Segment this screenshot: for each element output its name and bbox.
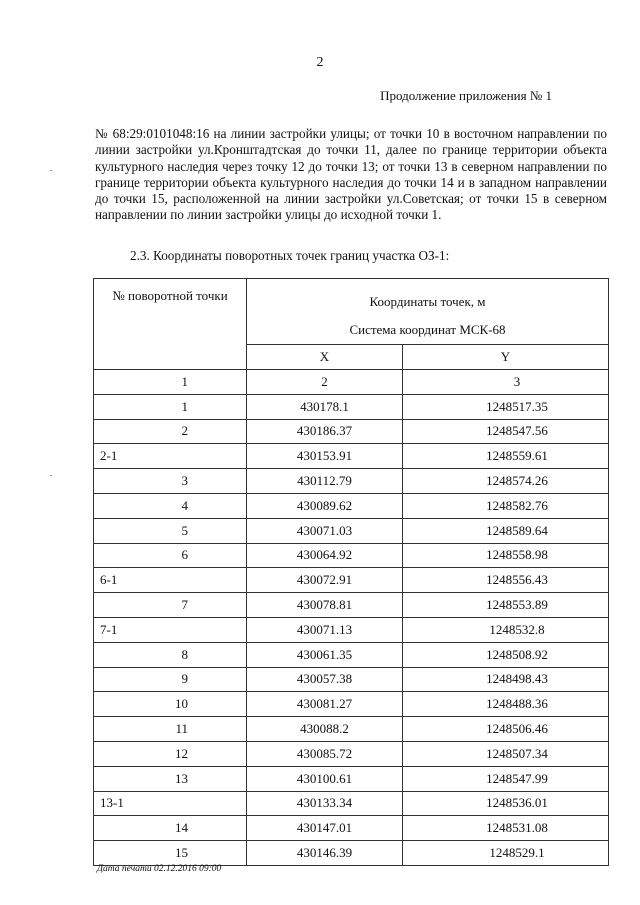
column-number-row bbox=[94, 370, 609, 395]
cell-y: 1248531.08 bbox=[403, 816, 609, 841]
print-date-footer: Дата печати 02.12.2016 09:00 bbox=[97, 864, 222, 874]
table-row bbox=[94, 816, 609, 841]
cell-point: 14 bbox=[94, 816, 247, 841]
header-y: Y bbox=[403, 345, 609, 370]
cell-point: 2-1 bbox=[94, 444, 247, 469]
table-row bbox=[94, 717, 609, 742]
cell-x: 430085.72 bbox=[247, 741, 403, 766]
header-coords bbox=[247, 279, 609, 345]
table-row bbox=[94, 766, 609, 791]
table-row bbox=[94, 394, 609, 419]
column-number: 3 bbox=[403, 370, 609, 395]
cell-point: 6-1 bbox=[94, 568, 247, 593]
cell-y: 1248488.36 bbox=[403, 692, 609, 717]
table-row bbox=[94, 617, 609, 642]
cell-point: 8 bbox=[94, 642, 247, 667]
cell-y: 1248508.92 bbox=[403, 642, 609, 667]
cell-point: 2 bbox=[94, 419, 247, 444]
cell-x: 430061.35 bbox=[247, 642, 403, 667]
cell-point: 9 bbox=[94, 667, 247, 692]
body-paragraph-text: № 68:29:0101048:16 на линии застройки улицы; от точки 10 в восточном направлении по линии застройки ул.Кронштадтская до точки 11, далее по границе территории объекта культурного наследия через точку 12 до точки 13; от точки 13 в северном направлении по границе территории объекта культурного наследия до точки 14 и в западном направлении до точки 15, расположенной на линии застройки ул.Советская; от точки 15 в северном направлении по линии застройки улицы до исходной точки 1. bbox=[95, 126, 607, 223]
cell-x: 430112.79 bbox=[247, 469, 403, 494]
table-row bbox=[94, 543, 609, 568]
table-row bbox=[94, 791, 609, 816]
cell-x: 430088.2 bbox=[247, 717, 403, 742]
table-row bbox=[94, 667, 609, 692]
header-x: X bbox=[247, 345, 403, 370]
cell-x: 430072.91 bbox=[247, 568, 403, 593]
header-point: № поворотной точки bbox=[94, 279, 247, 370]
cell-point: 13 bbox=[94, 766, 247, 791]
cell-point: 6 bbox=[94, 543, 247, 568]
cell-x: 430064.92 bbox=[247, 543, 403, 568]
cell-y: 1248532.8 bbox=[403, 617, 609, 642]
cell-y: 1248517.35 bbox=[403, 394, 609, 419]
cell-x: 430178.1 bbox=[247, 394, 403, 419]
cell-x: 430146.39 bbox=[247, 841, 403, 866]
cell-point: 3 bbox=[94, 469, 247, 494]
table-row bbox=[94, 741, 609, 766]
cell-y: 1248559.61 bbox=[403, 444, 609, 469]
table-row bbox=[94, 469, 609, 494]
scan-speck bbox=[50, 475, 52, 476]
cell-x: 430081.27 bbox=[247, 692, 403, 717]
cell-point: 11 bbox=[94, 717, 247, 742]
table-row bbox=[94, 841, 609, 866]
cell-point: 15 bbox=[94, 841, 247, 866]
page-number: 2 bbox=[316, 55, 324, 70]
scan-speck bbox=[50, 170, 52, 171]
table-row bbox=[94, 419, 609, 444]
header-coords-title: Координаты точек, м bbox=[369, 294, 486, 309]
cell-y: 1248506.46 bbox=[403, 717, 609, 742]
cell-y: 1248558.98 bbox=[403, 543, 609, 568]
column-number: 1 bbox=[94, 370, 247, 395]
cell-y: 1248507.34 bbox=[403, 741, 609, 766]
cell-x: 430089.62 bbox=[247, 493, 403, 518]
cell-y: 1248547.99 bbox=[403, 766, 609, 791]
cell-y: 1248498.43 bbox=[403, 667, 609, 692]
cell-y: 1248556.43 bbox=[403, 568, 609, 593]
cell-y: 1248547.56 bbox=[403, 419, 609, 444]
table-row bbox=[94, 692, 609, 717]
table-row bbox=[94, 444, 609, 469]
table-row bbox=[94, 593, 609, 618]
cell-x: 430186.37 bbox=[247, 419, 403, 444]
table-row bbox=[94, 518, 609, 543]
cell-y: 1248553.89 bbox=[403, 593, 609, 618]
cell-point: 1 bbox=[94, 394, 247, 419]
cell-point: 7 bbox=[94, 593, 247, 618]
section-heading: 2.3. Координаты поворотных точек границ участка ОЗ-1: bbox=[130, 248, 450, 263]
cell-point: 4 bbox=[94, 493, 247, 518]
cell-point: 5 bbox=[94, 518, 247, 543]
cell-point: 10 bbox=[94, 692, 247, 717]
table-row bbox=[94, 493, 609, 518]
header-coord-system: Система координат МСК-68 bbox=[349, 322, 506, 337]
cell-x: 430078.81 bbox=[247, 593, 403, 618]
coordinates-body bbox=[94, 370, 609, 866]
cell-y: 1248582.76 bbox=[403, 493, 609, 518]
cell-y: 1248536.01 bbox=[403, 791, 609, 816]
cell-x: 430071.03 bbox=[247, 518, 403, 543]
coordinates-table bbox=[93, 278, 609, 866]
column-number: 2 bbox=[247, 370, 403, 395]
cell-x: 430147.01 bbox=[247, 816, 403, 841]
cell-y: 1248529.1 bbox=[403, 841, 609, 866]
cell-x: 430057.38 bbox=[247, 667, 403, 692]
cell-x: 430100.61 bbox=[247, 766, 403, 791]
table-row bbox=[94, 568, 609, 593]
cell-x: 430133.34 bbox=[247, 791, 403, 816]
cell-point: 7-1 bbox=[94, 617, 247, 642]
cell-y: 1248589.64 bbox=[403, 518, 609, 543]
continuation-label: Продолжение приложения № 1 bbox=[380, 88, 552, 103]
cell-point: 13-1 bbox=[94, 791, 247, 816]
cell-x: 430071.13 bbox=[247, 617, 403, 642]
cell-point: 12 bbox=[94, 741, 247, 766]
body-paragraph bbox=[95, 126, 607, 224]
cell-y: 1248574.26 bbox=[403, 469, 609, 494]
cell-x: 430153.91 bbox=[247, 444, 403, 469]
table-row bbox=[94, 642, 609, 667]
